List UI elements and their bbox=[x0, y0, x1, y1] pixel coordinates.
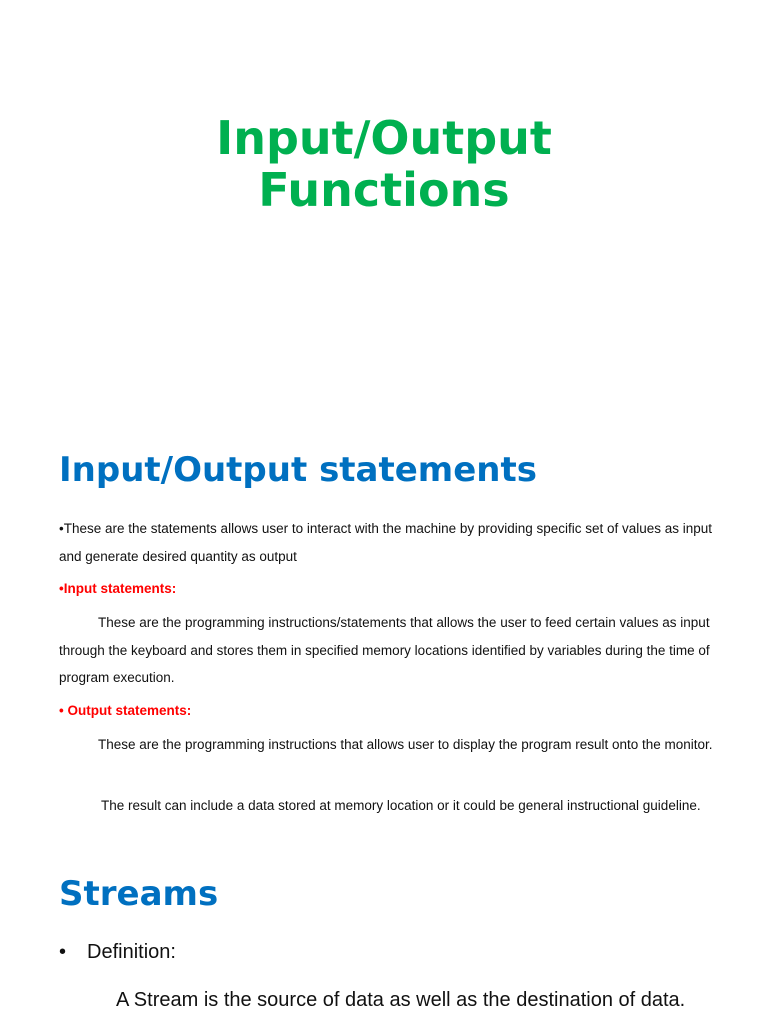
definition-bullet-item bbox=[59, 938, 176, 966]
result-paragraph: The result can include a data stored at memory location or it could be general instructional guideline. bbox=[101, 798, 701, 813]
output-statements-paragraph: These are the programming instructions that allows user to display the program result onto the monitor. bbox=[98, 737, 713, 752]
page-title bbox=[0, 112, 768, 216]
io-statements-heading: Input/Output statements bbox=[59, 450, 537, 490]
io-intro-paragraph: •These are the statements allows user to interact with the machine by providing specific set of values as input and generate desired quantity as output bbox=[59, 521, 713, 564]
page-title-line-2: Functions bbox=[258, 163, 510, 217]
stream-definition-text: A Stream is the source of data as well as the destination of data. bbox=[116, 989, 686, 1011]
output-statements-label: • Output statements: bbox=[59, 703, 192, 718]
definition-label: Definition: bbox=[87, 941, 176, 963]
input-statements-label: •Input statements: bbox=[59, 581, 177, 596]
page-title-line-1: Input/Output bbox=[216, 111, 552, 165]
streams-heading: Streams bbox=[59, 874, 219, 914]
input-statements-paragraph: These are the programming instructions/statements that allows the user to feed certain values as input through the keyboard and stores them in specified memory locations identified by variables during the time of program execution. bbox=[59, 615, 710, 685]
bullet-icon: • bbox=[59, 941, 67, 963]
